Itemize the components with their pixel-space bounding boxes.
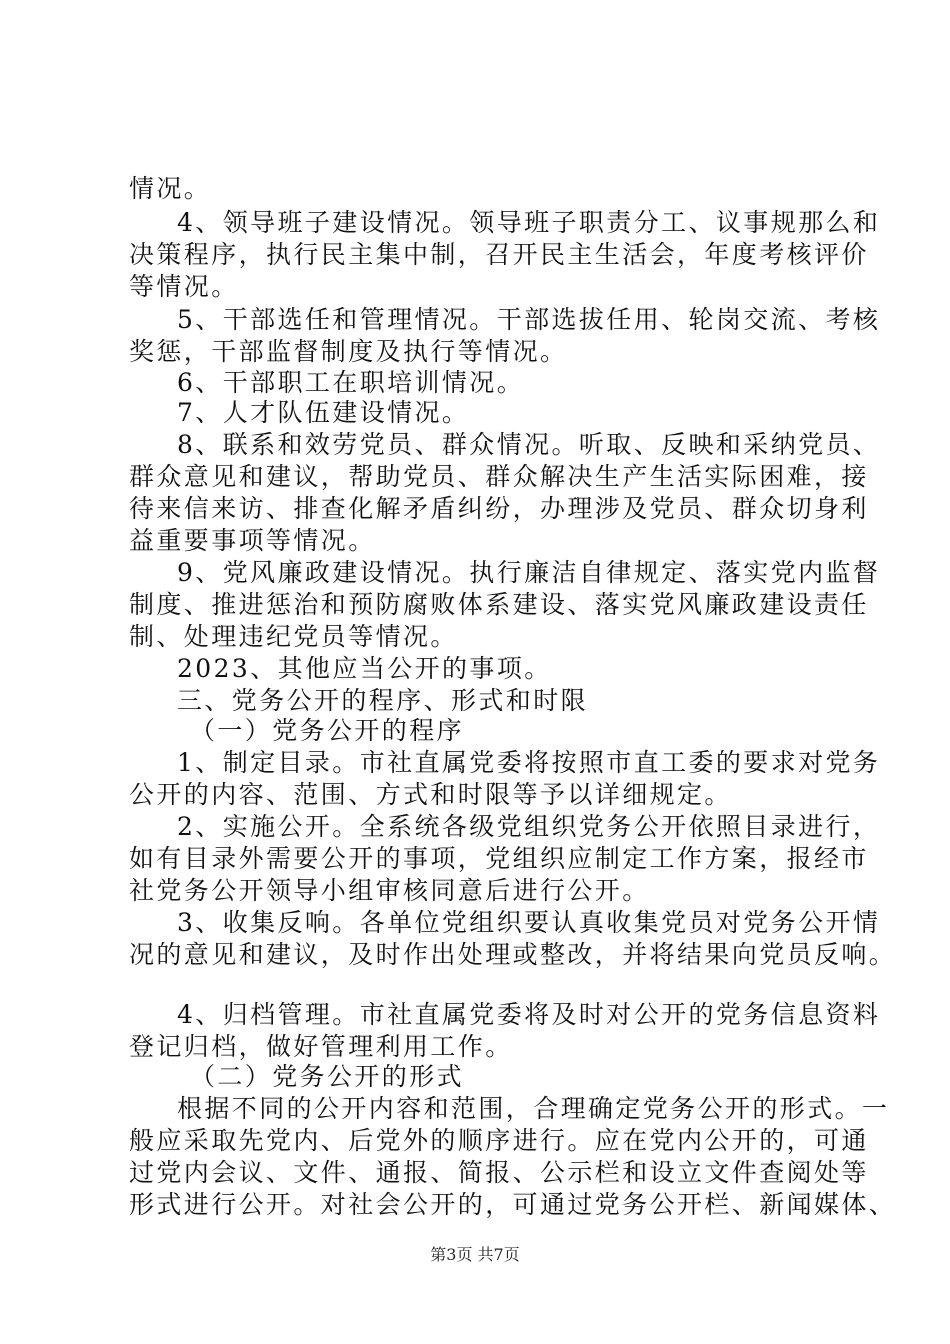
text-line: 社党务公开领导小组审核同意后进行公开。	[129, 876, 650, 905]
text-line: 7、人才队伍建设情况。	[177, 398, 470, 427]
text-line: 2、实施公开。全系统各级党组织党务公开依照目录进行，	[177, 812, 881, 841]
text-line: 2023、其他应当公开的事项。	[177, 654, 552, 683]
section-heading: 三、党务公开的程序、形式和时限	[177, 686, 589, 715]
text-line: 群众意见和建议，帮助党员、群众解决生产生活实际困难，接	[129, 462, 869, 491]
text-line: 8、联系和效劳党员、群众情况。听取、反映和采纳党员、	[177, 430, 881, 459]
text-line: 制度、推进惩治和预防腐败体系建设、落实党风廉政建设责任	[129, 590, 869, 619]
text-line: 1、制定目录。市社直属党委将按照市直工委的要求对党务	[177, 748, 881, 777]
text-line: 3、收集反响。各单位党组织要认真收集党员对党务公开情	[177, 908, 881, 937]
text-line: 等情况。	[129, 272, 239, 301]
text-line: 公开的内容、范围、方式和时限等予以详细规定。	[129, 780, 732, 809]
text-line: 根据不同的公开内容和范围，合理确定党务公开的形式。一	[177, 1094, 890, 1123]
subsection-heading: （一）党务公开的程序	[190, 716, 465, 745]
text-line: 决策程序，执行民主集中制，召开民主生活会，年度考核评价	[129, 240, 869, 269]
text-line: 如有目录外需要公开的事项，党组织应制定工作方案，报经市	[129, 844, 869, 873]
text-line: 况的意见和建议，及时作出处理或整改，并将结果向党员反响。	[129, 940, 897, 969]
subsection-heading: （二）党务公开的形式	[190, 1062, 465, 1091]
text-line: 5、干部选任和管理情况。干部选拔任用、轮岗交流、考核	[177, 305, 881, 334]
text-line: 9、党风廉政建设情况。执行廉洁自律规定、落实党内监督	[177, 558, 881, 587]
text-line: 4、领导班子建设情况。领导班子职责分工、议事规那么和	[177, 208, 881, 237]
text-line: 制、处理违纪党员等情况。	[129, 622, 458, 651]
text-line: 过党内会议、文件、通报、简报、公示栏和设立文件查阅处等	[129, 1158, 869, 1187]
text-line: 待来信来访、排查化解矛盾纠纷，办理涉及党员、群众切身利	[129, 494, 869, 523]
text-line: 奖惩，干部监督制度及执行等情况。	[129, 337, 568, 366]
text-line: 般应采取先党内、后党外的顺序进行。应在党内公开的，可通	[129, 1126, 869, 1155]
text-line: 6、干部职工在职培训情况。	[177, 368, 525, 397]
text-line: 4、归档管理。市社直属党委将及时对公开的党务信息资料	[177, 1000, 881, 1029]
text-line: 情况。	[129, 174, 212, 203]
page-footer: 第3页 共7页	[430, 1245, 520, 1264]
text-line: 形式进行公开。对社会公开的，可通过党务公开栏、新闻媒体、	[129, 1190, 897, 1219]
text-line: 益重要事项等情况。	[129, 526, 376, 555]
text-line: 登记归档，做好管理利用工作。	[129, 1032, 513, 1061]
